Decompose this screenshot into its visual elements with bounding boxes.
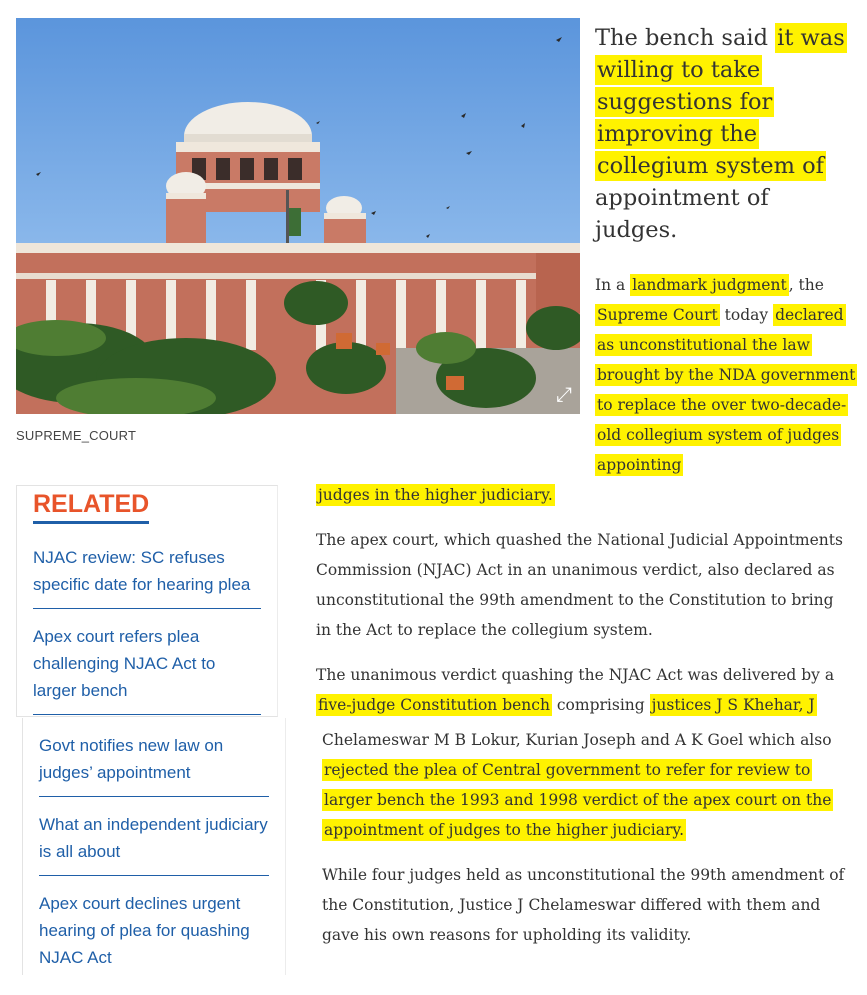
- body-highlight: five-judge Constitution bench: [318, 696, 550, 714]
- intro-paragraph: [595, 270, 857, 480]
- body-paragraph: The apex court, which quashed the National Judicial Appointments Commission (NJAC) Act in an unanimous verdict, also declared as unconstitutional the 99th amendment to the Constitution to bring in the Act to replace the collegium system.: [316, 531, 843, 639]
- intro-highlight: landmark judgment: [632, 276, 787, 294]
- intro-text: today: [719, 306, 774, 324]
- photo-caption: SUPREME_COURT: [16, 428, 137, 443]
- body-text: Chelameswar M B Lokur, Kurian Joseph and A K Goel which also: [322, 731, 832, 749]
- intro-highlight: declared as unconstitutional the law brought by the NDA government to replace the over two-decade-old collegium system of judges appointing: [597, 306, 856, 474]
- expand-icon[interactable]: ⤢: [556, 382, 572, 406]
- body-highlight: rejected the plea of Central government to refer for review to larger bench the 1993 and 1998 verdict of the apex court on the appointment of judges to the higher judiciary.: [324, 761, 832, 839]
- supreme-court-illustration: [16, 18, 580, 414]
- intro-highlight: Supreme Court: [597, 306, 718, 324]
- related-title: RELATED: [33, 490, 149, 524]
- body-text: The unanimous verdict quashing the NJAC Act was delivered by a: [316, 666, 835, 684]
- body-paragraph: While four judges held as unconstitutional the 99th amendment of the Constitution, Justice J Chelameswar differed with them and gave his own reasons for upholding its validity.: [322, 866, 845, 944]
- related-link[interactable]: Apex court declines urgent hearing of plea for quashing NJAC Act: [39, 894, 250, 967]
- related-list: [39, 732, 269, 995]
- pull-quote-text-end: appointment of judges.: [595, 185, 769, 243]
- supreme-court-photo[interactable]: [16, 18, 580, 414]
- related-box-continued: [22, 718, 286, 975]
- related-list: [33, 544, 261, 729]
- intro-text: In a: [595, 276, 631, 294]
- body-highlight: justices J S Khehar, J: [651, 696, 815, 714]
- related-box: [16, 485, 278, 717]
- body-paragraph: [322, 725, 852, 845]
- intro-text: , the: [788, 276, 824, 294]
- intro-highlight: judges in the higher judiciary.: [318, 486, 553, 504]
- intro-paragraph-tail: [316, 480, 555, 510]
- pull-quote-highlight: it was willing to take suggestions for improving the collegium system of: [597, 25, 845, 179]
- related-link[interactable]: NJAC review: SC refuses specific date for hearing plea: [33, 544, 261, 609]
- body-text: comprising: [551, 696, 650, 714]
- related-link[interactable]: What an independent judiciary is all about: [39, 811, 269, 876]
- related-link[interactable]: Govt notifies new law on judges’ appointment: [39, 732, 269, 797]
- pull-quote: [595, 22, 857, 246]
- pull-quote-text: The bench said: [595, 25, 776, 51]
- body-paragraph: [316, 660, 846, 720]
- related-link[interactable]: Apex court refers plea challenging NJAC Act to larger bench: [33, 623, 261, 715]
